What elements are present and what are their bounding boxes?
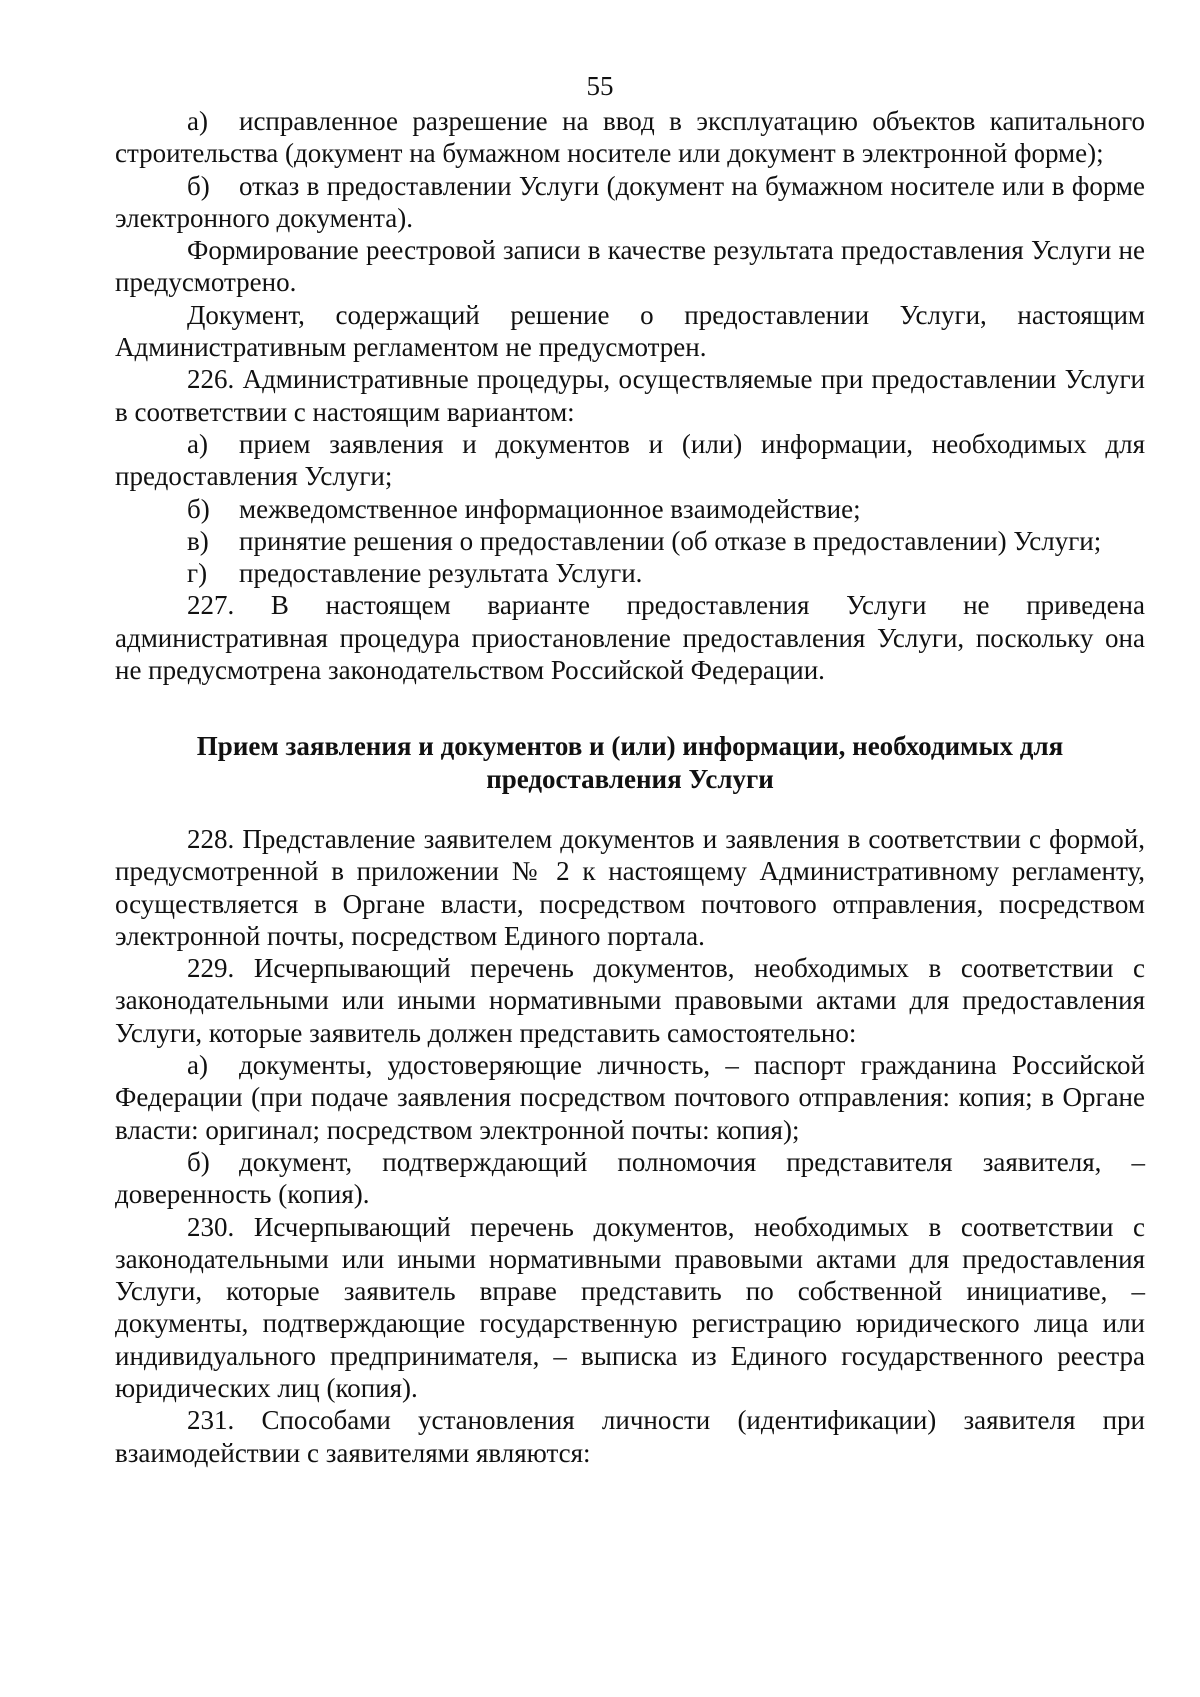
section-heading: Прием заявления и документов и (или) информации, необходимых для предоставления Услуги bbox=[196, 731, 1064, 794]
paragraph: 227. В настоящем варианте предоставления Услуги не приведена административная процедура приостановление предоставления Услуги, поскольку она не предусмотрена законодательством Российской Федерации. bbox=[115, 590, 1145, 686]
paragraph: Формирование реестровой записи в качестве результата предоставления Услуги не предусмотрено. bbox=[115, 235, 1145, 298]
list-marker: а) bbox=[187, 106, 208, 136]
list-item bbox=[115, 1146, 1145, 1211]
list-item bbox=[115, 170, 1145, 235]
list-marker: б) bbox=[187, 170, 210, 201]
paragraph: 230. Исчерпывающий перечень документов, необходимых в соответствии с законодательными или иными нормативными правовыми актами для предоставления Услуги, которые заявитель вправе представить по собственной инициативе, – документы, подтверждающие государственную регистрацию юридического лица или индивидуального предпринимателя, – выписка из Единого государственного реестра юридических лиц (копия). bbox=[115, 1211, 1145, 1403]
list-item-text: межведомственное информационное взаимодействие; bbox=[239, 493, 861, 524]
list-marker: в) bbox=[187, 525, 209, 556]
paragraph: 228. Представление заявителем документов и заявления в соответствии с формой, предусмотренной в приложении № 2 к настоящему Административному регламенту, осуществляется в Органе власти, посредством почтового отправления, посредством электронной почты, посредством Единого портала. bbox=[115, 823, 1145, 951]
list-item bbox=[115, 428, 1145, 493]
paragraph: 229. Исчерпывающий перечень документов, необходимых в соответствии с законодательными или иными нормативными правовыми актами для предоставления Услуги, которые заявитель должен представить самостоятельно: bbox=[115, 953, 1145, 1048]
list-item bbox=[115, 557, 1145, 589]
list-item bbox=[115, 525, 1145, 557]
list-item-text: отказ в предоставлении Услуги (документ на бумажном носителе или в форме электронного документа). bbox=[115, 170, 1145, 233]
list-item-text: принятие решения о предоставлении (об отказе в предоставлении) Услуги; bbox=[239, 525, 1102, 556]
list-item-text: документ, подтверждающий полномочия представителя заявителя, – доверенность (копия). bbox=[115, 1146, 1145, 1210]
list-item-text: документы, удостоверяющие личность, – паспорт гражданина Российской Федерации (при подаче заявления посредством почтового отправления: копия; в Органе власти: оригинал; посредством электронной почты: копия); bbox=[115, 1050, 1145, 1145]
list-marker: б) bbox=[187, 493, 210, 524]
paragraph: 231. Способами установления личности (идентификации) заявителя при взаимодействии с заявителями являются: bbox=[115, 1405, 1145, 1468]
list-item bbox=[115, 493, 1145, 525]
list-item-text: предоставление результата Услуги. bbox=[239, 558, 643, 589]
page-number: 55 bbox=[586, 71, 614, 101]
list-item-text: исправленное разрешение на ввод в эксплуатацию объектов капитального строительства (документ на бумажном носителе или документ в электронной форме); bbox=[115, 106, 1145, 169]
list-item-text: прием заявления и документов и (или) информации, необходимых для предоставления Услуги; bbox=[115, 428, 1145, 492]
list-marker: г) bbox=[187, 558, 208, 589]
document-body bbox=[115, 105, 1145, 1469]
list-item bbox=[115, 1049, 1145, 1146]
list-marker: б) bbox=[187, 1146, 210, 1177]
list-item bbox=[115, 105, 1145, 170]
paragraph: 226. Административные процедуры, осуществляемые при предоставлении Услуги в соответствии с настоящим вариантом: bbox=[115, 364, 1145, 427]
list-marker: а) bbox=[187, 1050, 208, 1081]
list-marker: а) bbox=[187, 428, 208, 459]
paragraph: Документ, содержащий решение о предоставлении Услуги, настоящим Административным регламентом не предусмотрен. bbox=[115, 299, 1145, 363]
